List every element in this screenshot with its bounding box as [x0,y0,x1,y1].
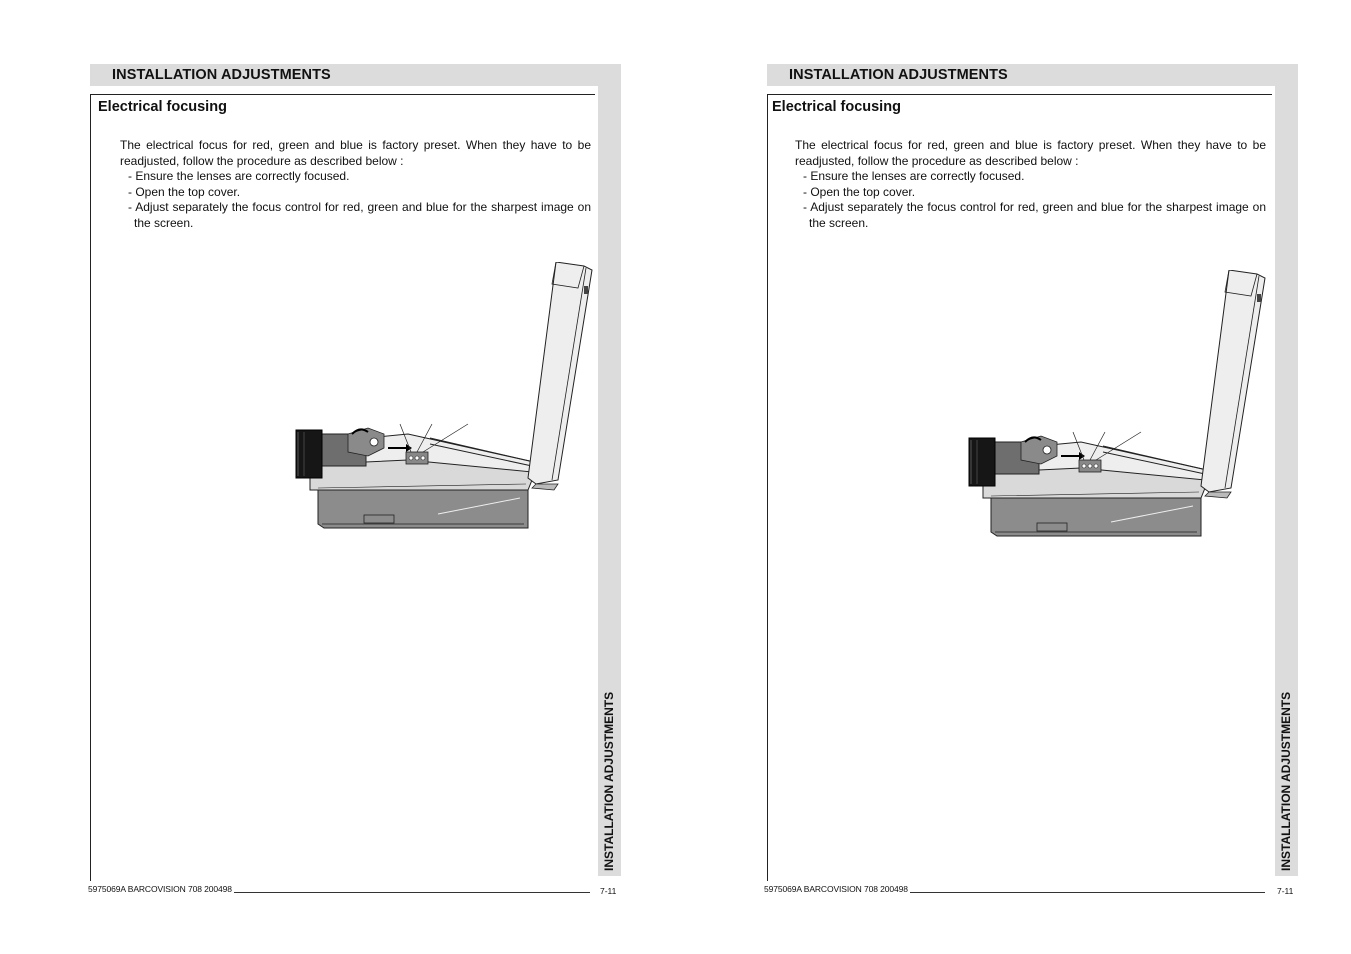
projector-open-cover-icon [961,270,1271,540]
intro-paragraph: The electrical focus for red, green and blue is factory preset. When they have to be readjusted, follow the procedure as described below : [795,138,1266,168]
side-tab-label: INSTALLATION ADJUSTMENTS [602,691,616,871]
step-list [120,169,591,231]
step-list [795,169,1266,231]
footer-reference: 5975069A BARCOVISION 708 200498 [764,884,908,894]
step-item: - Open the top cover. [803,184,916,199]
body-text [795,138,1266,232]
intro-paragraph: The electrical focus for red, green and blue is factory preset. When they have to be readjusted, follow the procedure as described below : [120,138,591,168]
header-bar [90,64,621,86]
header-title: INSTALLATION ADJUSTMENTS [112,67,331,83]
section-title: Electrical focusing [772,99,901,115]
step-item: - Open the top cover. [128,184,241,199]
projector-open-cover-icon [288,262,598,532]
frame-left-rule [767,94,768,881]
frame-left-rule [90,94,91,881]
document-page-right [763,0,1303,954]
step-item: - Adjust separately the focus control for red, green and blue for the sharpest image on the screen. [803,200,1266,230]
side-tab-label: INSTALLATION ADJUSTMENTS [1279,691,1293,871]
section-title: Electrical focusing [98,99,227,115]
body-text [120,138,591,232]
header-title: INSTALLATION ADJUSTMENTS [789,67,1008,83]
page-number: 7-11 [1277,886,1294,896]
step-item: - Adjust separately the focus control for red, green and blue for the sharpest image on the screen. [128,200,591,230]
document-page-left [88,0,628,954]
footer-reference: 5975069A BARCOVISION 708 200498 [88,884,232,894]
side-tab [1275,86,1298,876]
page-number: 7-11 [600,886,617,896]
step-item: - Ensure the lenses are correctly focused. [128,169,350,184]
frame-top-rule [767,94,1272,95]
frame-top-rule [90,94,595,95]
side-tab [598,86,621,876]
step-item: - Ensure the lenses are correctly focused. [803,169,1025,184]
header-bar [767,64,1298,86]
